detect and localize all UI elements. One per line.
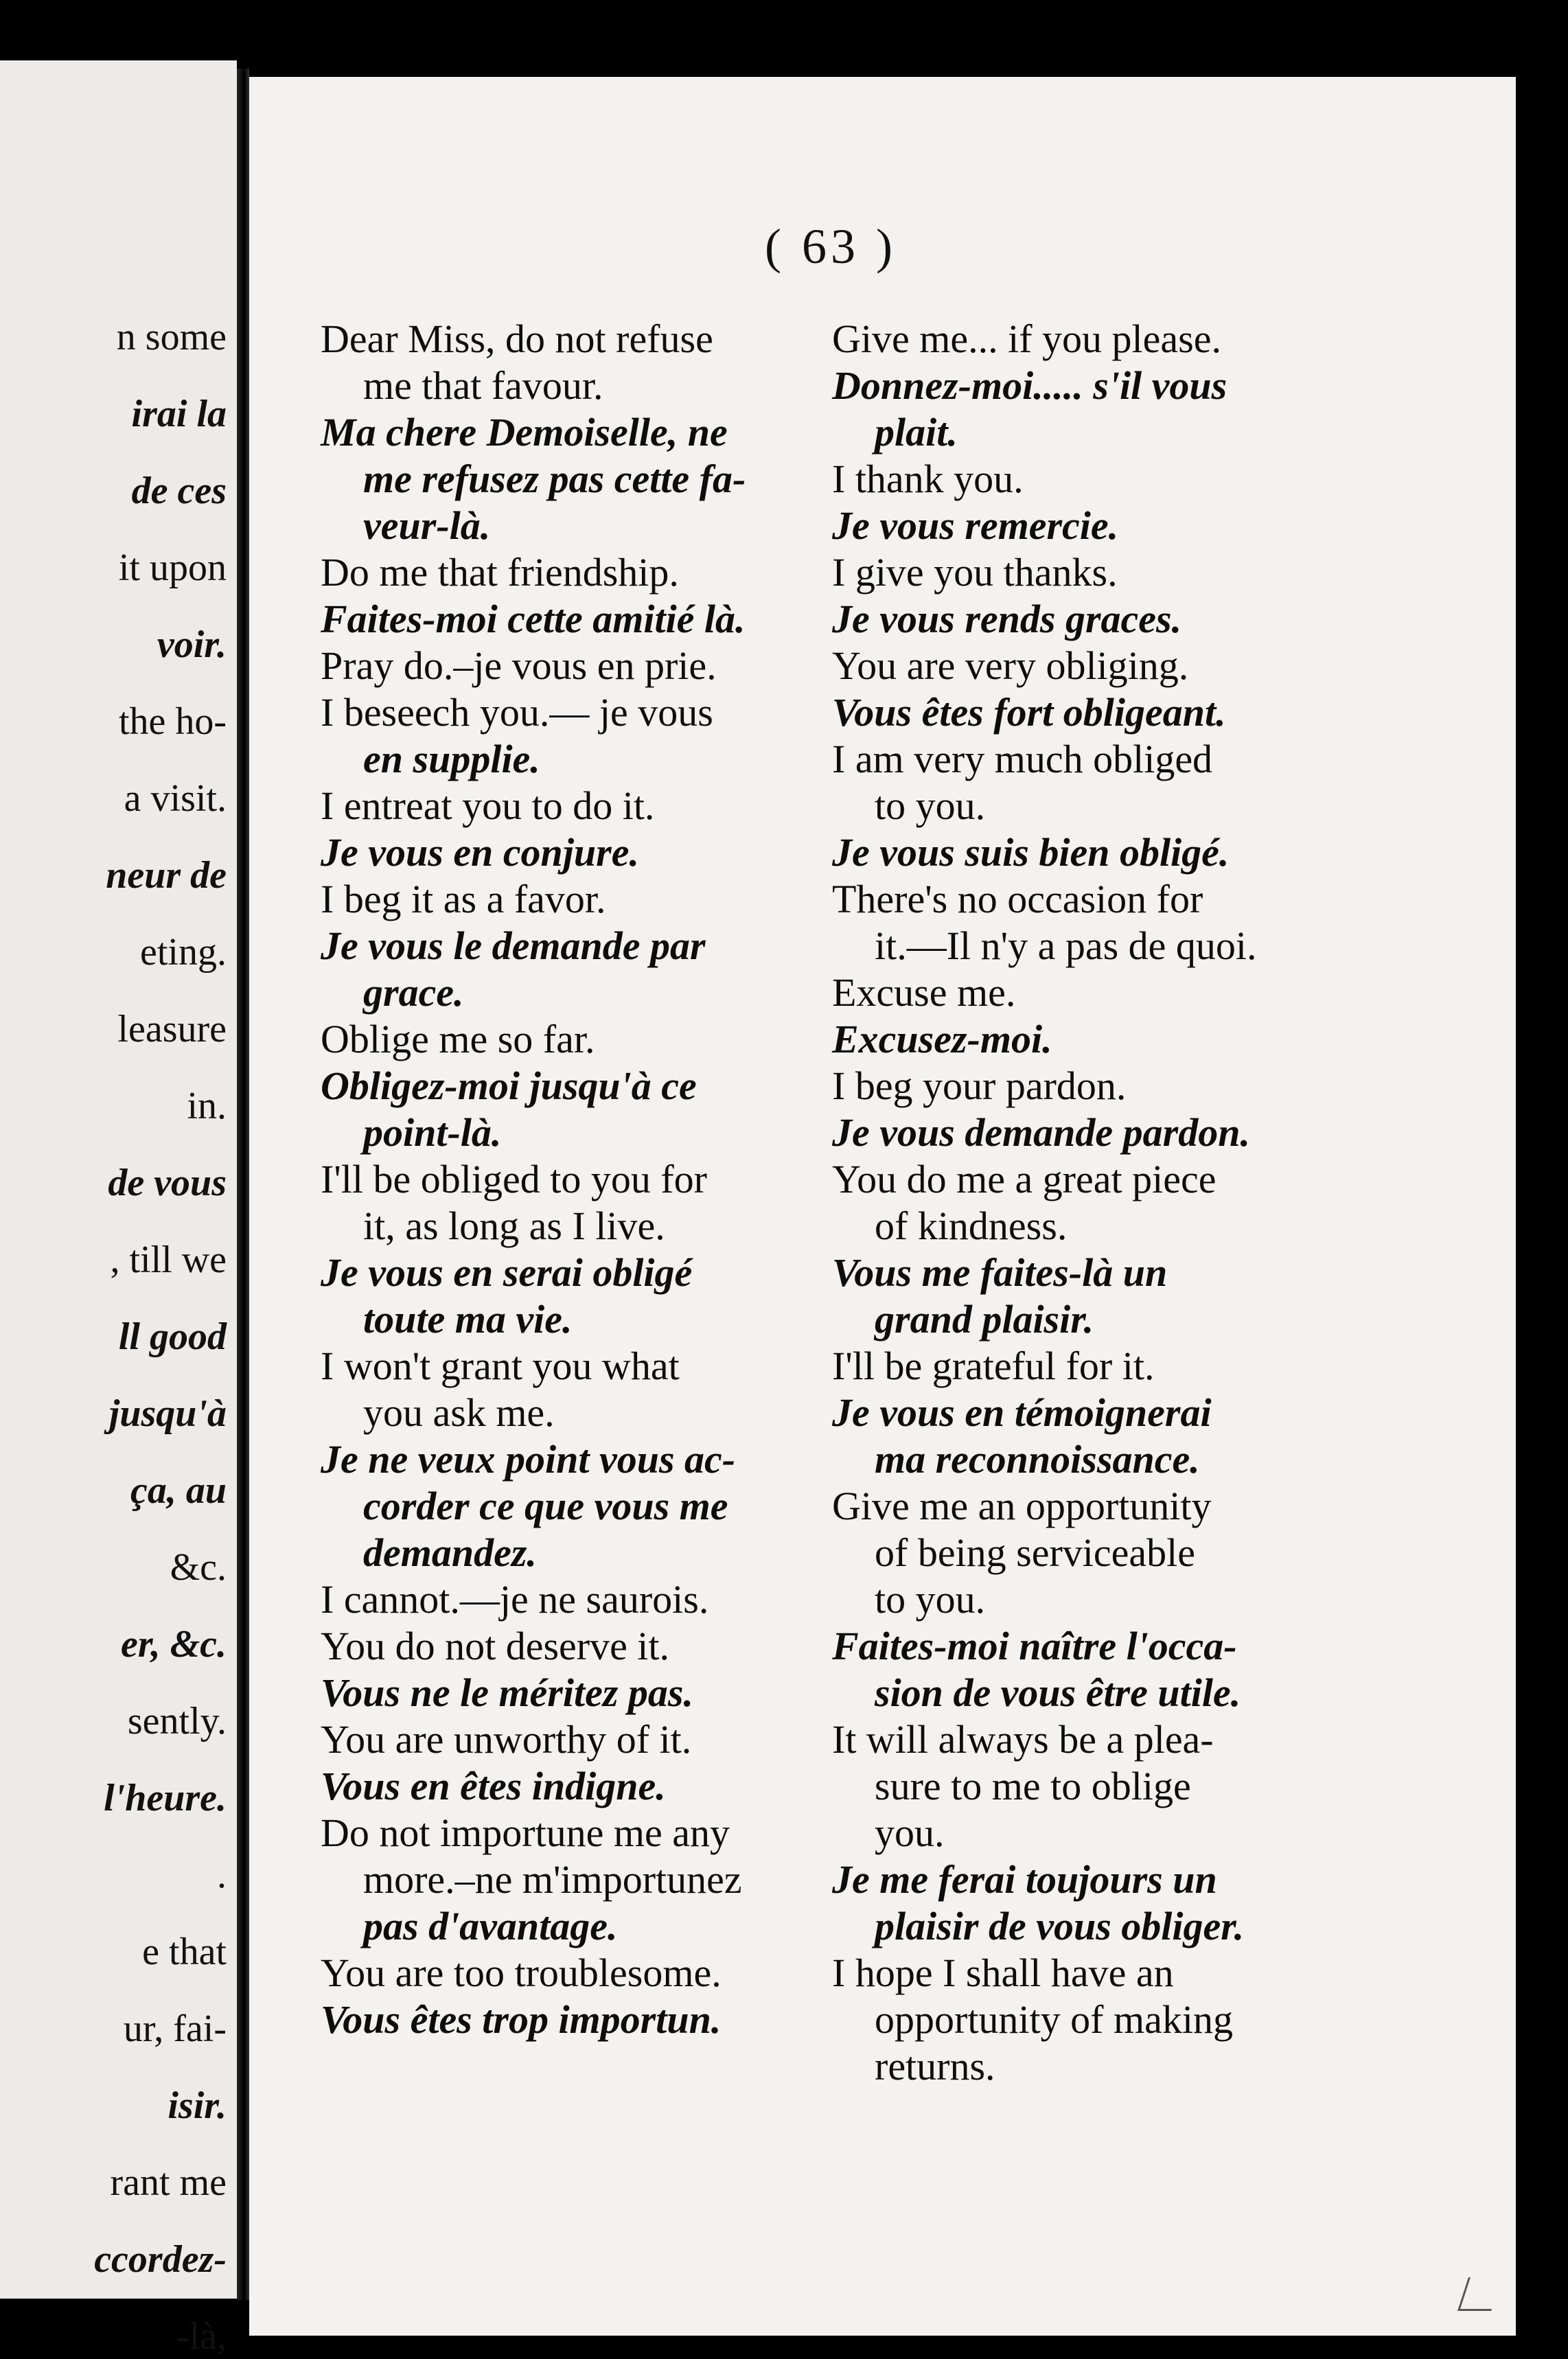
- text-line: I hope I shall have an: [832, 1951, 1174, 1995]
- left-page-line: &c.: [170, 1546, 227, 1589]
- left-page-line: irai la: [131, 393, 227, 435]
- text-line: Je vous en conjure.: [321, 830, 639, 875]
- left-page-line: isir.: [168, 2084, 227, 2127]
- text-line: You are unworthy of it.: [321, 1717, 692, 1762]
- left-page-line: a visit.: [124, 777, 227, 820]
- left-page-line: jusqu'à: [108, 1392, 227, 1435]
- text-line: en supplie.: [363, 737, 540, 781]
- text-line: Je ne veux point vous ac-: [321, 1437, 736, 1482]
- text-line: of kindness.: [875, 1204, 1068, 1248]
- text-line: Vous en êtes indigne.: [321, 1764, 666, 1808]
- text-line: Je vous remercie.: [832, 503, 1119, 548]
- text-line: I beg your pardon.: [832, 1063, 1127, 1108]
- text-line: ma reconnoissance.: [875, 1437, 1200, 1482]
- text-line: I am very much obliged: [832, 737, 1213, 781]
- text-line: I thank you.: [832, 457, 1024, 501]
- text-line: I'll be obliged to you for: [321, 1157, 707, 1201]
- text-line: sion de vous être utile.: [875, 1670, 1241, 1715]
- left-page-line: leasure: [117, 1008, 227, 1050]
- text-line: I'll be grateful for it.: [832, 1344, 1155, 1388]
- text-line: it, as long as I live.: [363, 1204, 665, 1248]
- text-line: Ma chere Demoiselle, ne: [321, 410, 728, 454]
- text-line: plaisir de vous obliger.: [875, 1904, 1245, 1948]
- text-line: to you.: [875, 783, 986, 828]
- left-page-line: rant me: [110, 2161, 227, 2204]
- text-line: You do me a great piece: [832, 1157, 1217, 1201]
- right-column: [832, 316, 1321, 2090]
- text-line: It will always be a plea-: [832, 1717, 1214, 1762]
- left-page-line: ur, fai-: [123, 2007, 227, 2050]
- text-line: Do me that friendship.: [321, 550, 679, 595]
- text-line: point-là.: [363, 1110, 502, 1155]
- text-line: Pray do.–je vous en prie.: [321, 643, 717, 688]
- text-line: toute ma vie.: [363, 1297, 573, 1342]
- text-line: corder ce que vous me: [363, 1484, 728, 1528]
- text-line: you ask me.: [363, 1390, 555, 1435]
- text-line: Excuse me.: [832, 970, 1016, 1015]
- text-line: I won't grant you what: [321, 1344, 680, 1388]
- text-line: Vous êtes trop importun.: [321, 1997, 722, 2042]
- text-line: I beseech you.— je vous: [321, 690, 713, 735]
- text-line: Vous me faites-là un: [832, 1250, 1168, 1295]
- corner-mark: [1457, 2277, 1502, 2311]
- text-line: plait.: [875, 410, 958, 454]
- text-line: Excusez-moi.: [832, 1017, 1052, 1061]
- text-line: to you.: [875, 1577, 986, 1622]
- left-page-line: -là,: [176, 2315, 227, 2358]
- text-line: I cannot.—je ne saurois.: [321, 1577, 709, 1622]
- text-line: I entreat you to do it.: [321, 783, 655, 828]
- text-line: Je vous suis bien obligé.: [832, 830, 1230, 875]
- text-line: it.—Il n'y a pas de quoi.: [875, 923, 1257, 968]
- text-line: Faites-moi naître l'occa-: [832, 1624, 1237, 1668]
- text-line: Dear Miss, do not refuse: [321, 317, 713, 361]
- text-line: Vous ne le méritez pas.: [321, 1670, 693, 1715]
- text-line: Je vous en serai obligé: [321, 1250, 693, 1295]
- text-line: Je me ferai toujours un: [832, 1857, 1217, 1902]
- text-line: Je vous demande pardon.: [832, 1110, 1250, 1155]
- text-line: Donnez-moi..... s'il vous: [832, 363, 1227, 408]
- left-page-line: ccordez-: [94, 2238, 227, 2281]
- text-line: opportunity of making: [875, 1997, 1233, 2042]
- text-line: There's no occasion for: [832, 877, 1203, 921]
- left-page-line: er, &c.: [121, 1623, 227, 1666]
- page-number: ( 63 ): [765, 219, 897, 274]
- left-page-line: voir.: [157, 623, 227, 666]
- text-line: more.–ne m'importunez: [363, 1857, 742, 1902]
- left-page-line: , till we: [110, 1239, 227, 1281]
- left-page-fragment: [0, 60, 237, 2358]
- left-page-line: ça, au: [130, 1469, 227, 1512]
- text-line: grace.: [363, 970, 464, 1015]
- text-line: Give me an opportunity: [832, 1484, 1212, 1528]
- left-page-line: sently.: [127, 1700, 227, 1742]
- text-line: You are very obliging.: [832, 643, 1189, 688]
- text-line: You do not deserve it.: [321, 1624, 670, 1668]
- book-gutter: [237, 69, 249, 2300]
- text-line: I give you thanks.: [832, 550, 1118, 595]
- left-page-line: .: [217, 1854, 227, 1896]
- left-page-line: n some: [116, 316, 227, 358]
- text-line: veur-là.: [363, 503, 491, 548]
- text-line: pas d'avantage.: [363, 1904, 618, 1948]
- left-page-line: e that: [142, 1931, 227, 1973]
- left-page-line: it upon: [118, 546, 227, 589]
- text-line: Obligez-moi jusqu'à ce: [321, 1063, 697, 1108]
- left-page-line: de ces: [131, 470, 227, 512]
- text-line: grand plaisir.: [875, 1297, 1094, 1342]
- text-line: me that favour.: [363, 363, 603, 408]
- text-line: Oblige me so far.: [321, 1017, 595, 1061]
- left-page-line: the ho-: [118, 700, 227, 743]
- text-line: Give me... if you please.: [832, 317, 1221, 361]
- left-page-line: in.: [187, 1085, 227, 1127]
- text-line: Faites-moi cette amitié là.: [321, 597, 746, 641]
- text-line: returns.: [875, 2044, 995, 2088]
- left-page-line: l'heure.: [104, 1777, 227, 1819]
- text-line: Vous êtes fort obligeant.: [832, 690, 1226, 735]
- left-column: [321, 316, 822, 2043]
- text-line: Do not importune me any: [321, 1810, 730, 1855]
- text-line: I beg it as a favor.: [321, 877, 606, 921]
- text-line: of being serviceable: [875, 1530, 1196, 1575]
- text-line: Je vous en témoignerai: [832, 1390, 1212, 1435]
- text-line: demandez.: [363, 1530, 537, 1575]
- text-line: You are too troublesome.: [321, 1951, 722, 1995]
- text-line: Je vous rends graces.: [832, 597, 1182, 641]
- left-page-line: de vous: [108, 1162, 227, 1204]
- text-line: Je vous le demande par: [321, 923, 706, 968]
- left-page-line: eting.: [140, 931, 227, 974]
- left-page-line: ll good: [118, 1315, 227, 1358]
- text-line: me refusez pas cette fa-: [363, 457, 746, 501]
- left-page-line: neur de: [106, 854, 227, 897]
- text-line: sure to me to oblige: [875, 1764, 1191, 1808]
- text-line: you.: [875, 1810, 945, 1855]
